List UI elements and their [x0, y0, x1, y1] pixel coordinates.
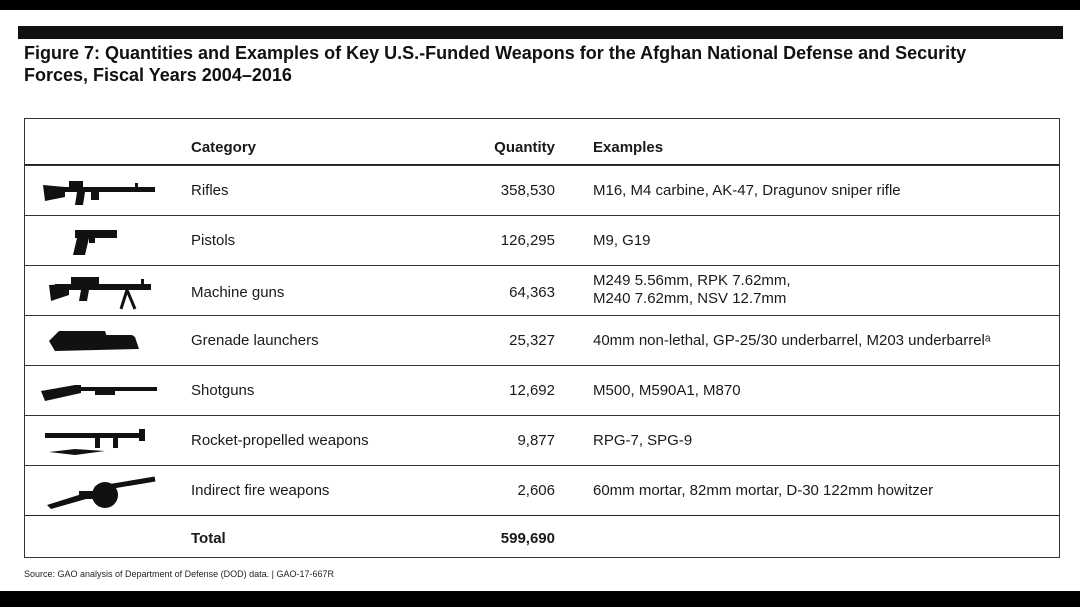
shotgun-icon — [35, 371, 161, 411]
examples-cell: RPG-7, SPG-9 — [593, 432, 693, 449]
category-cell: Grenade launchers — [191, 332, 319, 349]
table-row — [25, 465, 1059, 515]
category-cell: Machine guns — [191, 284, 285, 301]
table-row — [25, 165, 1059, 215]
quantity-cell: 9,877 — [517, 432, 555, 449]
examples-cell: M9, G19 — [593, 232, 651, 249]
table-row — [25, 365, 1059, 415]
quantity-cell: 64,363 — [509, 284, 555, 301]
quantity-cell: 25,327 — [509, 332, 555, 349]
header-examples: Examples — [593, 139, 664, 156]
table-row — [25, 315, 1059, 365]
category-cell: Pistols — [191, 232, 236, 249]
header-category: Category — [191, 139, 257, 156]
examples-cell: M249 5.56mm, RPK 7.62mm, M240 7.62mm, NSV 12.7mm — [593, 272, 791, 307]
weapons-table — [24, 118, 1060, 558]
howitzer-icon — [35, 471, 161, 511]
examples-cell: M16, M4 carbine, AK-47, Dragunov sniper rifle — [593, 182, 901, 199]
category-cell: Rifles — [191, 182, 229, 199]
quantity-cell: 358,530 — [500, 182, 555, 199]
examples-cell: 60mm mortar, 82mm mortar, D-30 122mm howitzer — [593, 482, 934, 499]
document-page — [0, 10, 1080, 591]
figure-title: Figure 7: Quantities and Examples of Key U.S.-Funded Weapons for the Afghan National Defense and Security Forces, Fiscal Years 2004–2016 — [24, 43, 967, 85]
total-label: Total — [191, 530, 226, 547]
category-cell: Rocket-propelled weapons — [191, 432, 369, 449]
examples-cell: 40mm non-lethal, GP-25/30 underbarrel, M203 underbarrelᵃ — [593, 332, 991, 349]
grenade-launcher-icon — [35, 321, 161, 361]
rifle-icon — [35, 171, 161, 211]
table-header-row — [25, 119, 1059, 165]
table-row — [25, 265, 1059, 315]
category-cell: Shotguns — [191, 382, 255, 399]
pistol-icon — [35, 221, 161, 261]
source-note: Source: GAO analysis of Department of Defense (DOD) data. | GAO-17-667R — [24, 569, 334, 579]
category-cell: Indirect fire weapons — [191, 482, 330, 499]
rocket-launcher-icon — [35, 421, 161, 461]
top-rule — [18, 26, 1063, 39]
total-quantity: 599,690 — [500, 530, 555, 547]
table-total-row — [25, 515, 1059, 557]
table-row — [25, 215, 1059, 265]
machine-gun-icon — [35, 271, 161, 311]
quantity-cell: 12,692 — [509, 382, 555, 399]
examples-cell: M500, M590A1, M870 — [593, 382, 741, 399]
quantity-cell: 2,606 — [517, 482, 555, 499]
header-quantity: Quantity — [494, 139, 555, 156]
table-row — [25, 415, 1059, 465]
quantity-cell: 126,295 — [500, 232, 555, 249]
